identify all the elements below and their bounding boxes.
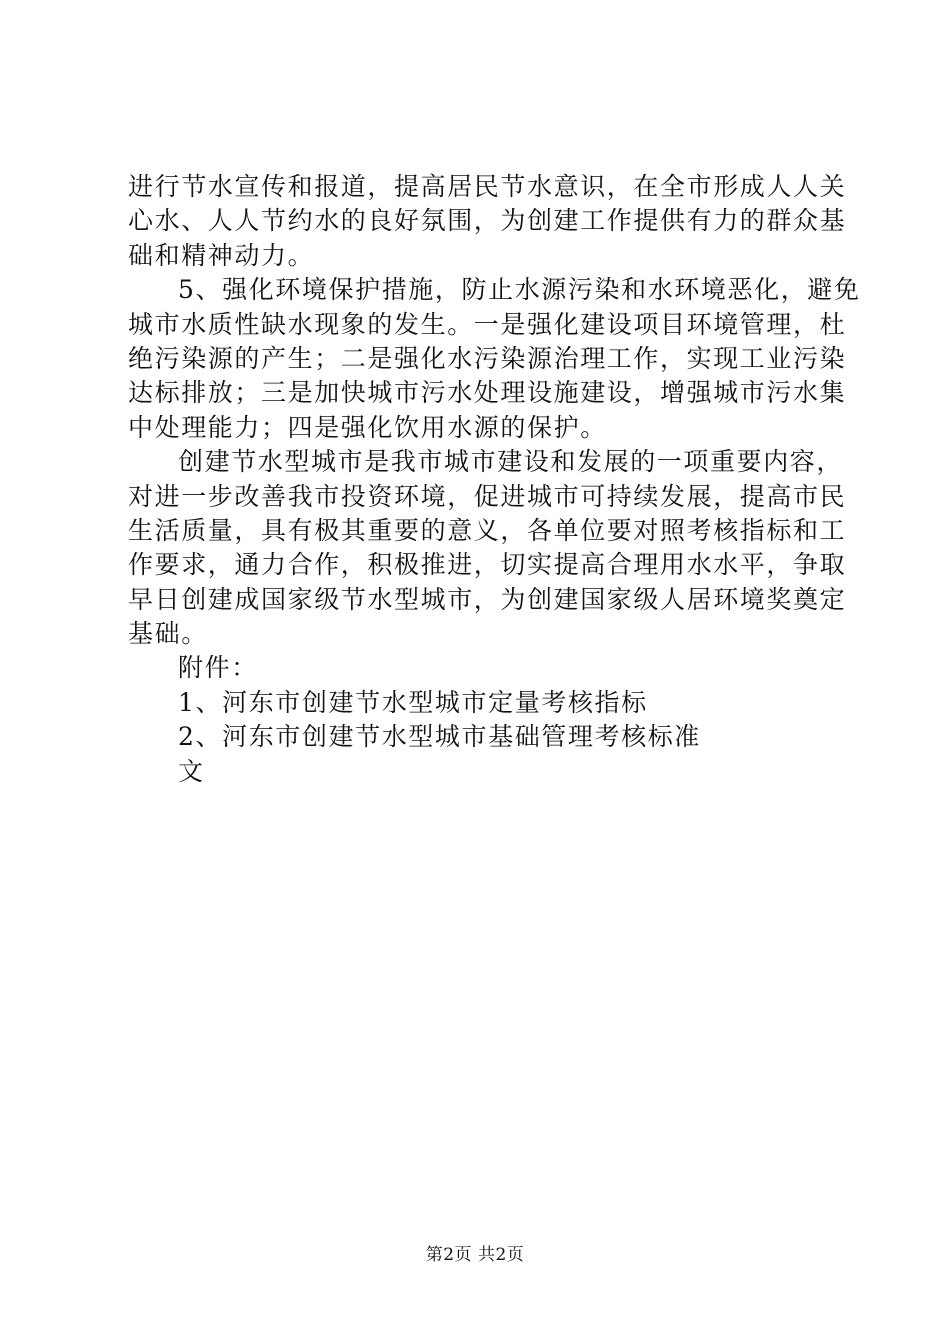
text-line: 早日创建成国家级节水型城市，为创建国家级人居环境奖奠定 bbox=[128, 584, 847, 614]
text-line: 进行节水宣传和报道，提高居民节水意识，在全市形成人人关 bbox=[128, 172, 847, 201]
text-line: 2、河东市创建节水型城市基础管理考核标准 bbox=[178, 722, 701, 752]
text-line: 创建节水型城市是我市城市建设和发展的一项重要内容， bbox=[178, 447, 844, 477]
text-line: 1、河东市创建节水型城市定量考核指标 bbox=[178, 687, 648, 717]
text-line: 中处理能力；四是强化饮用水源的保护。 bbox=[128, 412, 607, 442]
text-line: 文 bbox=[178, 756, 205, 786]
text-line: 心水、人人节约水的良好氛围，为创建工作提供有力的群众基 bbox=[128, 206, 847, 236]
text-line: 绝污染源的产生；二是强化水污染源治理工作，实现工业污染 bbox=[128, 343, 847, 373]
text-line: 附件： bbox=[178, 653, 258, 683]
text-line: 城市水质性缺水现象的发生。一是强化建设项目环境管理，杜 bbox=[128, 309, 847, 339]
page-number-footer: 第2页 共2页 bbox=[425, 1245, 525, 1265]
text-line: 对进一步改善我市投资环境，促进城市可持续发展，提高市民 bbox=[128, 481, 847, 511]
text-line: 作要求，通力合作，积极推进，切实提高合理用水水平，争取 bbox=[128, 550, 847, 580]
text-line: 基础。 bbox=[128, 619, 208, 649]
text-line: 生活质量，具有极其重要的意义，各单位要对照考核指标和工 bbox=[128, 515, 847, 545]
text-line: 达标排放；三是加快城市污水处理设施建设，增强城市污水集 bbox=[128, 378, 847, 408]
text-line: 5、强化环境保护措施，防止水源污染和水环境恶化，避免 bbox=[178, 275, 861, 305]
document-body bbox=[128, 170, 861, 789]
text-line: 础和精神动力。 bbox=[128, 240, 315, 270]
